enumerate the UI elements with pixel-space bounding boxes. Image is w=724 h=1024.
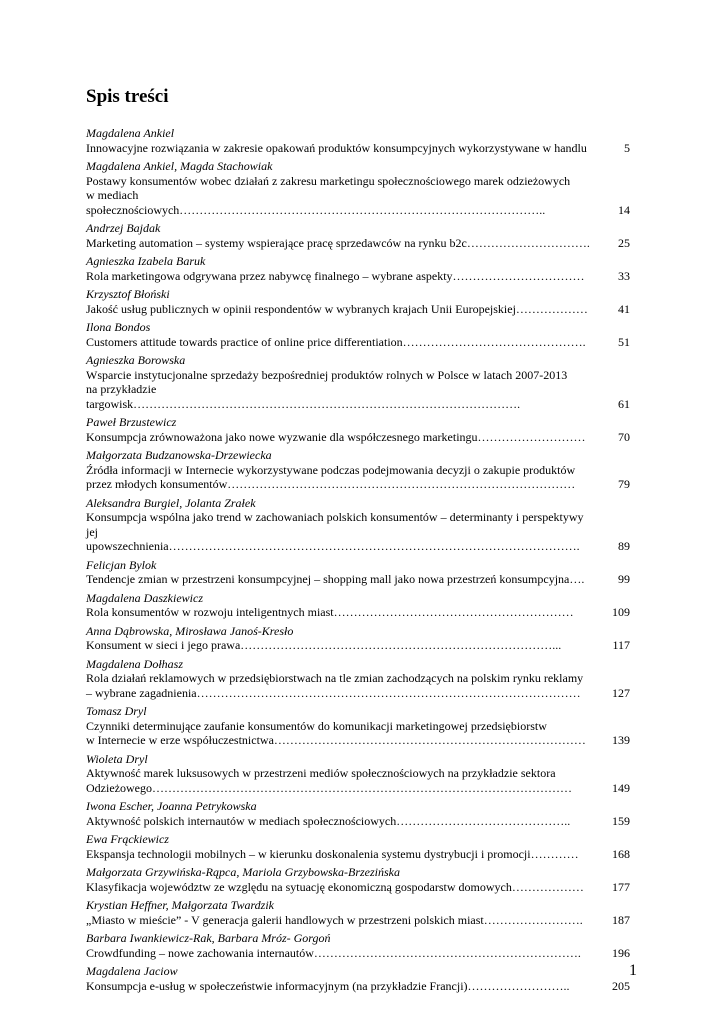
toc-entry-title-line: Postawy konsumentów wobec działań z zakresu marketingu społecznościowego marek odzieżowych: [86, 173, 571, 188]
toc-entry-title: [86, 847, 596, 862]
toc-entry-title-line: na przykładzie targowisk…………………………………………………………………………………….: [86, 382, 521, 411]
toc-entry-title-line: Jakość usług publicznych w opinii respondentów w wybranych krajach Unii Europejskiej………………: [86, 301, 588, 316]
toc-entry-authors: Tomasz Dryl: [86, 704, 147, 718]
toc-entry-title: [86, 814, 596, 829]
toc-entry: [86, 624, 630, 653]
toc-entry-authors: Iwona Escher, Joanna Petrykowska: [86, 799, 257, 813]
toc-entry: [86, 704, 630, 748]
toc-entry-row: [86, 719, 630, 748]
toc-entry: [86, 898, 630, 927]
toc-entry: [86, 159, 630, 217]
toc-entry-row: [86, 141, 630, 156]
toc-entry-row: [86, 430, 630, 445]
toc-entry-authors: Agnieszka Borowska: [86, 353, 186, 367]
toc-entry-title: [86, 174, 596, 218]
toc-entry-page: 168: [612, 846, 630, 861]
toc-entry-page: 139: [612, 733, 630, 747]
toc-entry-row: [86, 605, 630, 620]
toc-entry-page: 205: [612, 978, 630, 993]
toc-entry-title-line: w Internecie w erze współuczestnictwa……………………………………………………………………: [86, 733, 586, 747]
toc-entry-page: 196: [612, 945, 630, 960]
toc-entry-page: 127: [612, 685, 630, 700]
toc-entry: [86, 496, 630, 554]
toc-entry-page: 89: [618, 539, 630, 553]
toc-entry-title: [86, 880, 596, 895]
toc-entry-title-line: Klasyfikacja województw ze względu na sytuację ekonomiczną gospodarstw domowych………………: [86, 879, 584, 894]
toc-entry-title-line: Ekspansja technologii mobilnych – w kierunku doskonalenia systemu dystrybucji i promocji…………: [86, 846, 579, 861]
toc-entry-title-line: Innowacyjne rozwiązania w zakresie opakowań produktów konsumpcyjnych wykorzystywane w handlu: [86, 140, 587, 155]
toc-entry-row: [86, 946, 630, 961]
toc-entry-title: [86, 236, 596, 251]
toc-entry-title-line: Rola marketingowa odgrywana przez nabywcę finalnego – wybrane aspekty……………………………: [86, 268, 585, 283]
toc-entry-title-line: Konsumpcja wspólna jako trend w zachowaniach polskich konsumentów – determinanty i perspektywy: [86, 510, 584, 524]
toc-entry-title: [86, 913, 596, 928]
toc-entry-title: [86, 979, 596, 994]
toc-entry: [86, 415, 630, 444]
toc-entry-title-line: Konsumpcja zrównoważona jako nowe wyzwanie dla współczesnego marketingu………………………: [86, 429, 586, 444]
toc-entry-title-line: Wsparcie instytucjonalne sprzedaży bezpośredniej produktów rolnych w Polsce w latach 2007-2013: [86, 367, 568, 382]
toc-entry-authors: Magdalena Jaciow: [86, 964, 178, 978]
toc-entry: [86, 657, 630, 701]
toc-entry: [86, 865, 630, 894]
toc-entry-title-line: Rola konsumentów w rozwoju inteligentnych miast……………………………………………………: [86, 605, 574, 619]
toc-entry: [86, 320, 630, 349]
toc-entry-title-line: Źródła informacji w Internecie wykorzystywane podczas podejmowania decyzji o zakupie produktów: [86, 462, 576, 477]
toc-entry-page: 187: [612, 912, 630, 927]
toc-entry-title: [86, 766, 596, 795]
toc-entry-page: 41: [618, 301, 630, 316]
toc-entry-title: [86, 141, 596, 156]
toc-entry: [86, 287, 630, 316]
toc-entry-page: 14: [618, 202, 630, 217]
toc-entry-row: [86, 269, 630, 284]
toc-entry-row: [86, 236, 630, 251]
toc-entry-authors: Felicjan Bylok: [86, 557, 157, 572]
toc-entry-page: 33: [618, 268, 630, 283]
toc-entry-page: 51: [618, 334, 630, 349]
toc-entry: [86, 558, 630, 587]
toc-entry-page: 99: [618, 572, 630, 586]
toc-entry: [86, 126, 630, 155]
toc-entry-row: [86, 638, 630, 653]
toc-entry-title-line: – wybrane zagadnienia……………………………………………………………………………………: [86, 685, 581, 700]
toc-entry-authors: Ewa Frąckiewicz: [86, 832, 169, 846]
toc-entry-page: 79: [618, 477, 630, 491]
toc-entry-title-line: Aktywność marek luksusowych w przestrzeni mediów społecznościowych na przykładzie sektora: [86, 766, 556, 780]
toc-entry-title-line: Konsumpcja e-usług w społeczeństwie informacyjnym (na przykładzie Francji)……………………..: [86, 978, 570, 993]
toc-entry-authors: Krystian Heffner, Małgorzata Twardzik: [86, 898, 275, 912]
toc-entry-title-line: Crowdfunding – nowe zachowania internautów………………………………………………………….: [86, 945, 581, 960]
toc-entry-title: [86, 671, 596, 700]
toc-entry-authors: Krzysztof Błoński: [86, 287, 170, 301]
toc-entry-title: [86, 605, 596, 620]
toc-entry-page: 25: [618, 235, 630, 250]
page-number: 1: [629, 962, 637, 979]
toc-entry-title-line: Aktywność polskich internautów w mediach społecznościowych……………………………………..: [86, 813, 571, 828]
toc-entry-row: [86, 302, 630, 317]
toc-entry-authors: Wioleta Dryl: [86, 751, 148, 766]
toc-entry-title-line: przez młodych konsumentów……………………………………………………………………………: [86, 477, 576, 491]
toc-entry-row: [86, 174, 630, 218]
toc-entry-authors: Magdalena Dołhasz: [86, 656, 183, 671]
toc-entry: [86, 832, 630, 861]
toc-entry-row: [86, 766, 630, 795]
toc-entry-page: 5: [624, 140, 630, 155]
toc-entry-row: [86, 463, 630, 492]
toc-entry-title-line: jej upowszechnienia………………………………………………………………………………………….: [86, 524, 580, 553]
toc-entry-row: [86, 913, 630, 928]
toc-entry-authors: Magdalena Ankiel, Magda Stachowiak: [86, 159, 273, 173]
toc-entry: [86, 964, 630, 993]
toc-entry-row: [86, 572, 630, 587]
toc-entry-title-line: Marketing automation – systemy wspierające pracę sprzedawców na rynku b2c………………………….: [86, 235, 590, 250]
toc-entry-authors: Ilona Bondos: [86, 320, 151, 334]
toc-entry-title: [86, 269, 596, 284]
toc-entry-title: [86, 368, 596, 412]
toc-entry: [86, 221, 630, 250]
toc-entry: [86, 353, 630, 411]
toc-entry-title-line: Konsument w sieci i jego prawa……………………………………………………………………...: [86, 638, 562, 652]
toc-entry-authors: Aleksandra Burgiel, Jolanta Zrałek: [86, 495, 256, 510]
toc-entry: [86, 448, 630, 492]
toc-entry-title: [86, 572, 596, 587]
toc-entry-page: 70: [618, 429, 630, 444]
toc-entry-authors: Małgorzata Grzywińska-Rąpca, Mariola Grzybowska-Brzezińska: [86, 865, 400, 879]
toc-entry-authors: Paweł Brzustewicz: [86, 415, 177, 429]
toc-entry-title-line: Czynniki determinujące zaufanie konsumentów do komunikacji marketingowej przedsiębiorstw: [86, 718, 547, 733]
toc-entry: [86, 799, 630, 828]
toc-entry-title-line: w mediach społecznościowych………………………………………………………………………………..: [86, 188, 546, 217]
toc-entry-title-line: Tendencje zmian w przestrzeni konsumpcyjnej – shopping mall jako nowa przestrzeń konsumpcyjna….: [86, 572, 585, 586]
toc-entry-title-line: „Miasto w mieście” - V generacja galerii handlowych w przestrzeni polskich miast…………………….: [86, 912, 583, 927]
toc-entry-title: [86, 463, 596, 492]
toc-entry: [86, 254, 630, 283]
toc-entry-title: [86, 430, 596, 445]
page-title: Spis treści: [86, 86, 169, 107]
toc-entry-title: [86, 638, 596, 653]
toc-entry: [86, 752, 630, 796]
toc-entry-authors: Andrzej Bajdak: [86, 221, 161, 235]
toc-entry: [86, 931, 630, 960]
toc-entry-title: [86, 510, 596, 554]
toc-entry-authors: Magdalena Ankiel: [86, 126, 175, 140]
toc-entry-row: [86, 814, 630, 829]
toc-entry-title-line: Rola działań reklamowych w przedsiębiorstwach na tle zmian zachodzących na polskim rynku reklamy: [86, 671, 584, 685]
toc-entry-title: [86, 335, 596, 350]
toc-entry-authors: Małgorzata Budzanowska-Drzewiecka: [86, 448, 272, 462]
toc-entry-authors: Agnieszka Izabela Baruk: [86, 254, 206, 268]
toc-entry-title: [86, 302, 596, 317]
toc-entry: [86, 591, 630, 620]
toc-entry-row: [86, 880, 630, 895]
toc-entry-page: 149: [612, 780, 630, 795]
toc-entry-page: 117: [612, 638, 630, 652]
toc-entry-row: [86, 979, 630, 994]
toc-entry-page: 159: [612, 813, 630, 828]
toc-entry-row: [86, 847, 630, 862]
toc-entry-row: [86, 368, 630, 412]
table-of-contents: [86, 126, 630, 997]
toc-entry-authors: Barbara Iwankiewicz-Rak, Barbara Mróz- Gorgoń: [86, 931, 331, 945]
toc-entry-authors: Magdalena Daszkiewicz: [86, 590, 203, 605]
toc-entry-title-line: Customers attitude towards practice of online price differentiation……………………………………….: [86, 334, 586, 349]
toc-entry-authors: Anna Dąbrowska, Mirosława Janoś-Kresło: [86, 623, 294, 638]
toc-entry-title: [86, 946, 596, 961]
toc-entry-page: 109: [612, 605, 630, 619]
toc-entry-title: [86, 719, 596, 748]
toc-entry-row: [86, 335, 630, 350]
toc-entry-row: [86, 671, 630, 700]
toc-entry-page: 177: [612, 879, 630, 894]
toc-entry-page: 61: [618, 396, 630, 411]
toc-entry-row: [86, 510, 630, 554]
toc-entry-title-line: Odzieżowego……………………………………………………………………………………………: [86, 780, 572, 795]
